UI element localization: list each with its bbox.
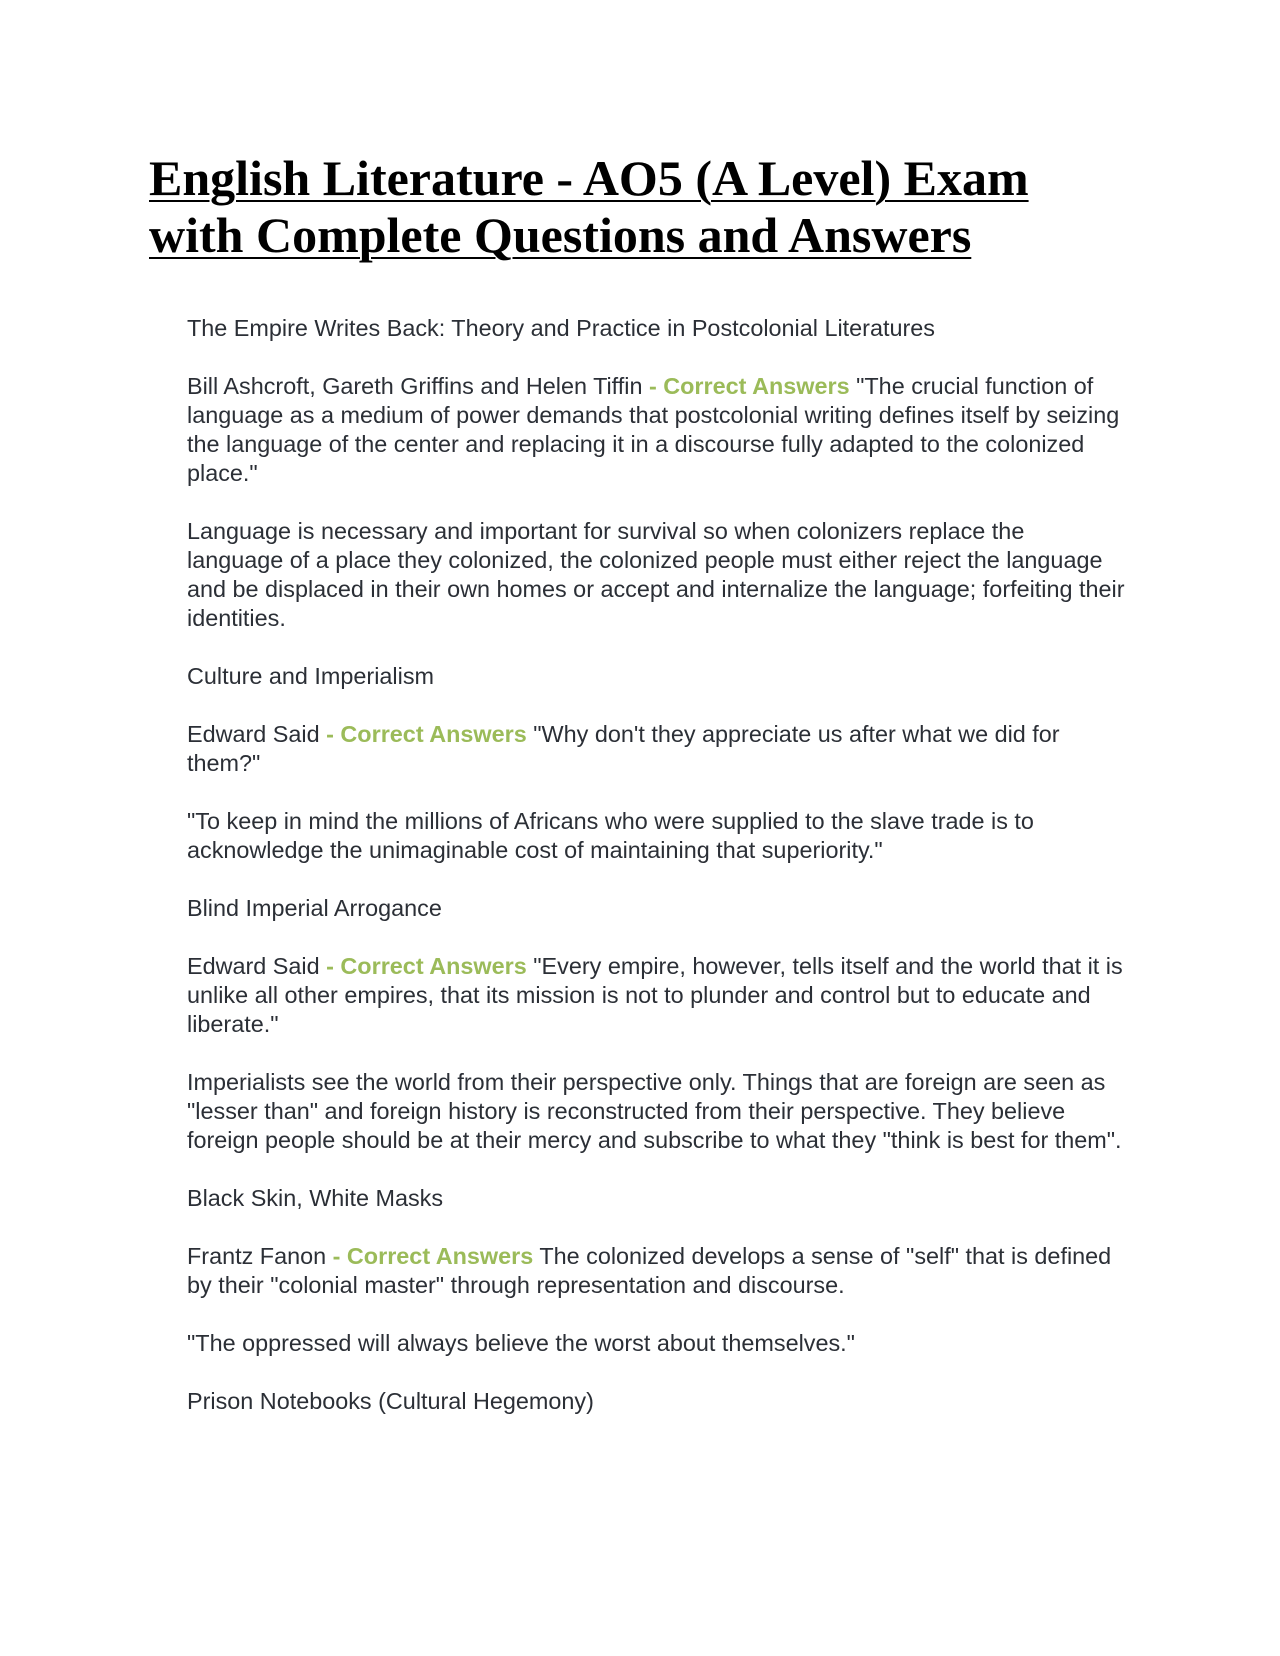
correct-answer-tag: - Correct Answers	[326, 953, 527, 979]
title-line-2: with Complete Questions and Answers	[149, 207, 972, 263]
qa-content	[187, 314, 1127, 1445]
answer-explanation: Imperialists see the world from their perspective only. Things that are foreign are seen as "lesser than" and foreign history is reconstructed from their perspective. They believe foreign people should be at their mercy and subscribe to what they "think is best for them".	[187, 1069, 1122, 1153]
question-text: Black Skin, White Masks	[187, 1185, 444, 1211]
question-text: Prison Notebooks (Cultural Hegemony)	[187, 1388, 594, 1414]
question-text: Blind Imperial Arrogance	[187, 895, 442, 921]
question-text: Culture and Imperialism	[187, 663, 434, 689]
answer-author: Edward Said	[187, 721, 320, 747]
answer-explanation: "To keep in mind the millions of Africans who were supplied to the slave trade is to acknowledge the unimaginable cost of maintaining that superiority."	[187, 808, 1034, 863]
page-title	[149, 150, 1149, 264]
answer-author: Bill Ashcroft, Gareth Griffins and Helen Tiffin	[187, 373, 643, 399]
answer-text: "The crucial function of language as a medium of power demands that postcolonial writing defines itself by seizing the language of the center and replacing it in a discourse fully adapted to the colonized place."	[187, 373, 1120, 486]
question-text: The Empire Writes Back: Theory and Practice in Postcolonial Literatures	[187, 315, 935, 341]
correct-answer-tag: - Correct Answers	[332, 1243, 534, 1269]
answer-text: "Every empire, however, tells itself and the world that it is unlike all other empires, that its mission is not to plunder and control but to educate and liberate."	[187, 953, 1123, 1037]
answer-paragraph	[187, 372, 1127, 488]
answer-explanation: Language is necessary and important for survival so when colonizers replace the language of a place they colonized, the colonized people must either reject the language and be displaced in their own homes or accept and internalize the language; forfeiting their identities.	[187, 518, 1125, 631]
answer-text: "Why don't they appreciate us after what we did for them?"	[187, 721, 1060, 776]
answer-paragraph	[187, 1242, 1127, 1300]
title-line-1: English Literature - AO5 (A Level) Exam	[149, 150, 1029, 206]
answer-paragraph	[187, 720, 1127, 778]
answer-text: The colonized develops a sense of "self" that is defined by their "colonial master" through representation and discourse.	[187, 1243, 1112, 1298]
answer-explanation: "The oppressed will always believe the worst about themselves."	[187, 1330, 855, 1356]
answer-author: Frantz Fanon	[187, 1243, 327, 1269]
answer-paragraph	[187, 952, 1127, 1039]
correct-answer-tag: - Correct Answers	[648, 373, 850, 399]
correct-answer-tag: - Correct Answers	[326, 721, 527, 747]
answer-author: Edward Said	[187, 953, 320, 979]
